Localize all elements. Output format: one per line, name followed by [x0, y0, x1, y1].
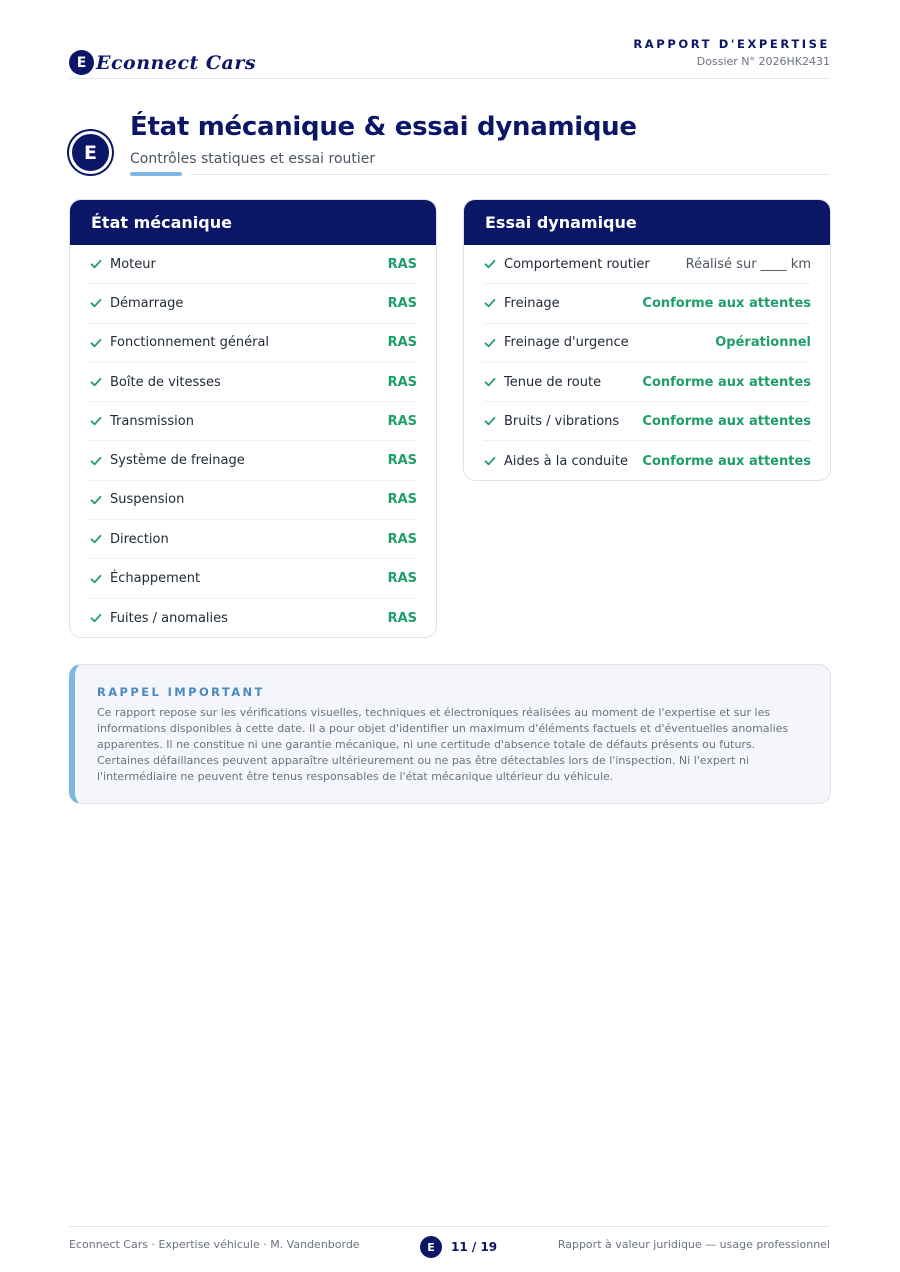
- checklist-row: [483, 284, 811, 323]
- checklist-item-label: Freinage d'urgence: [504, 335, 629, 351]
- checklist-row: [483, 363, 811, 402]
- dynamic-test-title: Essai dynamique: [464, 200, 830, 245]
- checklist-item-label: Système de freinage: [110, 453, 245, 469]
- checklist-item-status: RAS: [387, 571, 417, 587]
- checklist-row: [89, 324, 417, 363]
- brand-name: Econnect Cars: [96, 51, 257, 74]
- checklist-row: [89, 599, 417, 638]
- footer-legal-note: Rapport à valeur juridique — usage professionnel: [557, 1238, 830, 1251]
- footer-credits: Econnect Cars · Expertise véhicule · M. Vandenborde: [69, 1238, 360, 1251]
- checklist-item-status: Conforme aux attentes: [642, 295, 811, 311]
- check-icon: [483, 454, 497, 468]
- checklist-row: [483, 441, 811, 480]
- checklist-item-label: Échappement: [110, 571, 201, 587]
- mechanical-state-list: [70, 245, 436, 638]
- check-icon: [89, 611, 103, 625]
- checklist-item-status: Conforme aux attentes: [642, 413, 811, 429]
- footer-badge: E: [420, 1236, 442, 1258]
- checklist-item-label: Démarrage: [110, 295, 184, 311]
- check-icon: [89, 493, 103, 507]
- check-icon: [483, 296, 497, 310]
- checklist-item-status: RAS: [387, 453, 417, 469]
- important-reminder: [69, 664, 831, 804]
- section-accent-bar: [130, 172, 182, 176]
- page-number: 11 / 19: [451, 1240, 498, 1254]
- check-icon: [89, 572, 103, 586]
- check-icon: [483, 414, 497, 428]
- checklist-item-label: Suspension: [110, 492, 185, 508]
- checklist-item-status: Réalisé sur ____ km: [685, 256, 811, 272]
- checklist-item-status: RAS: [387, 531, 417, 547]
- checklist-item-status: RAS: [387, 256, 417, 272]
- checklist-row: [89, 284, 417, 323]
- page-footer: [69, 1226, 830, 1262]
- checklist-item-label: Fuites / anomalies: [110, 610, 228, 626]
- checklist-item-label: Tenue de route: [504, 374, 602, 390]
- checklist-row: [483, 402, 811, 441]
- checklist-item-status: RAS: [387, 335, 417, 351]
- checklist-item-label: Direction: [110, 531, 169, 547]
- checklist-item-status: Conforme aux attentes: [642, 453, 811, 469]
- check-icon: [483, 375, 497, 389]
- report-title: RAPPORT D'EXPERTISE: [633, 37, 830, 51]
- report-meta: [633, 37, 830, 68]
- check-icon: [483, 336, 497, 350]
- page-header: [69, 36, 830, 79]
- checklist-row: [89, 520, 417, 559]
- checklist-row: [89, 559, 417, 598]
- mechanical-state-title: État mécanique: [70, 200, 436, 245]
- checklist-row: [89, 481, 417, 520]
- reminder-title: RAPPEL IMPORTANT: [97, 685, 265, 699]
- checklist-item-status: Conforme aux attentes: [642, 374, 811, 390]
- checklist-item-status: RAS: [387, 295, 417, 311]
- section-letter-badge: E: [69, 131, 112, 174]
- checklist-row: [483, 324, 811, 363]
- checklist-item-label: Comportement routier: [504, 256, 650, 272]
- checklist-row: [89, 441, 417, 480]
- check-icon: [89, 375, 103, 389]
- check-icon: [483, 257, 497, 271]
- checklist-item-status: RAS: [387, 413, 417, 429]
- checklist-item-label: Boîte de vitesses: [110, 374, 221, 390]
- dossier-number: Dossier N° 2026HK2431: [696, 55, 830, 68]
- section-subtitle: Contrôles statiques et essai routier: [130, 151, 376, 167]
- checklist-row: [89, 245, 417, 284]
- checklist-item-label: Moteur: [110, 256, 156, 272]
- checklist-row: [89, 363, 417, 402]
- checklist-row: [89, 402, 417, 441]
- checklist-item-label: Bruits / vibrations: [504, 413, 620, 429]
- checklist-item-status: RAS: [387, 492, 417, 508]
- check-icon: [89, 296, 103, 310]
- checklist-item-label: Fonctionnement général: [110, 335, 270, 351]
- section-title: État mécanique & essai dynamique: [130, 112, 637, 142]
- section-divider: [190, 174, 830, 175]
- checklist-item-status: RAS: [387, 374, 417, 390]
- reminder-text: Ce rapport repose sur les vérifications visuelles, techniques et électroniques réalisées au moment de l'expertise et sur les informations disponibles à cette date. Il a pour objet d'identifier un maximum d'éléments factuels et d'éventuelles anomalies apparentes. Il ne constitue ni une garantie mécanique, ni une certitude d'absence totale de défauts présents ou futurs. Certaines défaillances peuvent apparaître ultérieurement ou ne pas être détectables lors de l'inspection. Ni l'expert ni l'intermédiaire ne peuvent être tenus responsables de l'état mécanique ultérieur du véhicule.: [97, 706, 789, 783]
- checklist-item-status: Opérationnel: [715, 335, 811, 351]
- footer-pagination: [420, 1236, 497, 1258]
- check-icon: [89, 532, 103, 546]
- brand-logo: [69, 50, 256, 75]
- brand-mark: E: [69, 50, 94, 75]
- check-icon: [89, 454, 103, 468]
- check-icon: [89, 257, 103, 271]
- check-icon: [89, 336, 103, 350]
- dynamic-test-card: [463, 199, 831, 481]
- checklist-item-label: Transmission: [110, 413, 194, 429]
- checklist-item-label: Freinage: [504, 295, 560, 311]
- checklist-item-status: RAS: [387, 610, 417, 626]
- checklist-row: [483, 245, 811, 284]
- mechanical-state-card: [69, 199, 437, 638]
- check-icon: [89, 414, 103, 428]
- dynamic-test-list: [464, 245, 830, 481]
- checklist-item-label: Aides à la conduite: [504, 453, 629, 469]
